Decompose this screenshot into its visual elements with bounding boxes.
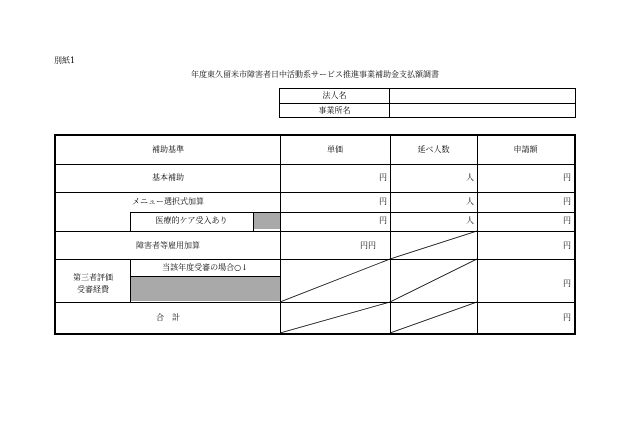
header-basis: 補助基準	[152, 145, 184, 154]
medical-care-label: 医療的ケア受入あり	[155, 216, 228, 225]
corp-name-row	[280, 89, 575, 104]
header-amount: 申請額	[513, 145, 538, 154]
menu-addition-label: メニュー選択式加算	[132, 197, 204, 206]
third-party-label-line2: 受審経費	[77, 285, 109, 294]
medical-price-unit[interactable]: 円	[379, 216, 387, 225]
header-unit-price: 単価	[327, 145, 343, 154]
diagonal-line	[390, 302, 477, 333]
basic-amount-unit[interactable]: 円	[563, 173, 571, 182]
total-label: 合 計	[156, 313, 180, 322]
disabled-employment-price-unit[interactable]: 円円	[360, 241, 376, 250]
not-applicable-diagonals	[56, 136, 574, 333]
disabled-employment-label: 障害者等雇用加算	[136, 241, 200, 250]
medical-persons-unit[interactable]: 人	[466, 216, 474, 225]
corp-name-label: 法人名	[280, 89, 390, 103]
third-party-label-line1: 第三者評価	[73, 273, 113, 282]
form-id-label: 別紙1	[54, 56, 76, 65]
menu-price-unit[interactable]: 円	[379, 197, 387, 206]
subsidy-table	[54, 134, 576, 335]
office-name-row	[280, 104, 575, 118]
diagonal-line	[390, 231, 477, 259]
basic-persons-unit[interactable]: 人	[466, 173, 474, 182]
diagonal-line	[280, 259, 390, 302]
diagonal-line	[280, 302, 390, 333]
disabled-employment-amount-unit[interactable]: 円	[563, 241, 571, 250]
medical-amount-unit[interactable]: 円	[563, 216, 571, 225]
basic-subsidy-label: 基本補助	[152, 173, 184, 182]
corp-info-table	[279, 88, 576, 118]
third-party-sub-label: 当該年度受審の場合○↓	[162, 263, 248, 272]
menu-amount-unit[interactable]: 円	[563, 197, 571, 206]
third-party-amount-unit[interactable]: 円	[563, 279, 571, 288]
header-persons: 延べ人数	[417, 145, 450, 154]
diagonal-line	[390, 259, 477, 302]
total-amount-unit[interactable]: 円	[563, 313, 571, 322]
office-name-label: 事業所名	[280, 104, 390, 118]
basic-price-unit[interactable]: 円	[379, 173, 387, 182]
menu-persons-unit[interactable]: 人	[466, 197, 474, 206]
document-title: 年度東久留米市障害者日中活動系サービス推進事業補助金支払額調書	[191, 70, 439, 79]
